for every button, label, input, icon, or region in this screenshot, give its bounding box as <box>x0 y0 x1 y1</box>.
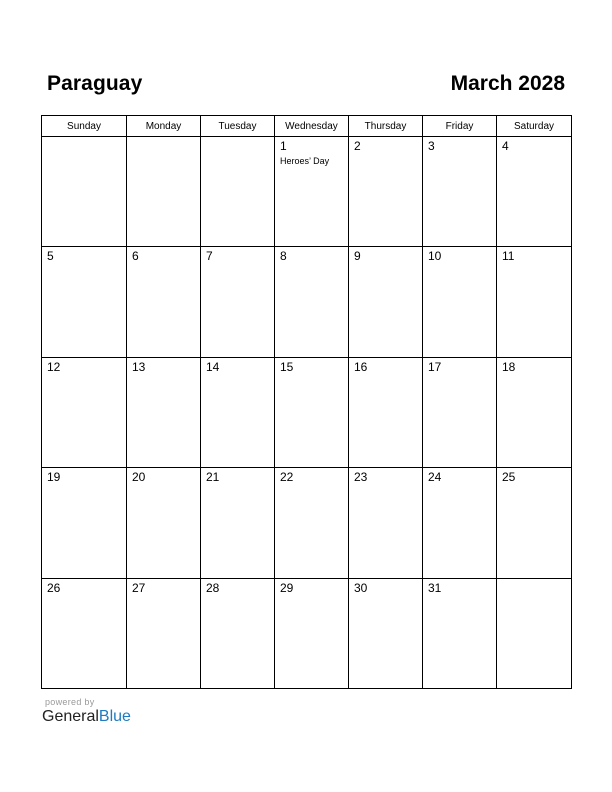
day-cell <box>423 468 497 578</box>
day-cell <box>127 247 201 357</box>
day-number: 9 <box>354 249 361 264</box>
day-cell <box>201 578 275 688</box>
day-cell <box>423 247 497 357</box>
day-number: 26 <box>47 580 61 595</box>
day-number: 16 <box>354 359 368 374</box>
day-number: 11 <box>502 249 515 264</box>
day-number: 29 <box>280 580 294 595</box>
day-number <box>127 137 200 140</box>
day-number: 21 <box>206 470 220 485</box>
day-number: 30 <box>354 580 368 595</box>
weekday-header: Monday <box>127 116 201 137</box>
day-cell <box>201 357 275 467</box>
day-cell <box>349 137 423 247</box>
day-cell <box>497 468 572 578</box>
day-number: 6 <box>132 249 139 264</box>
week-row <box>42 247 572 357</box>
day-cell <box>42 247 127 357</box>
holiday-label: Heroes’ Day <box>280 156 330 166</box>
day-number: 20 <box>132 470 146 485</box>
day-cell <box>275 468 349 578</box>
week-row <box>42 357 572 467</box>
week-row <box>42 137 572 247</box>
day-number: 25 <box>502 470 516 485</box>
day-cell <box>42 468 127 578</box>
day-number: 19 <box>47 470 61 485</box>
day-cell <box>42 137 127 247</box>
day-cell <box>497 357 572 467</box>
day-cell <box>275 357 349 467</box>
day-number: 7 <box>206 249 213 264</box>
day-cell <box>349 247 423 357</box>
weekday-header-row <box>42 116 572 137</box>
day-number: 14 <box>206 359 220 374</box>
day-cell <box>42 578 127 688</box>
day-number <box>497 579 571 582</box>
day-number: 24 <box>428 470 442 485</box>
brand-name-blue: Blue <box>98 708 131 725</box>
day-number: 3 <box>428 139 435 153</box>
day-number <box>42 137 126 140</box>
day-cell <box>275 578 349 688</box>
day-cell <box>275 247 349 357</box>
day-cell <box>497 578 572 688</box>
day-number: 22 <box>280 470 294 485</box>
day-number: 28 <box>206 580 220 595</box>
day-number: 12 <box>47 359 61 374</box>
day-cell <box>423 578 497 688</box>
weekday-header: Tuesday <box>201 116 275 137</box>
day-cell <box>349 357 423 467</box>
day-cell <box>423 137 497 247</box>
day-cell <box>275 137 349 247</box>
calendar-grid <box>41 115 572 689</box>
week-row <box>42 578 572 688</box>
day-number: 4 <box>502 139 509 153</box>
day-cell <box>127 578 201 688</box>
powered-by-label: powered by <box>45 697 95 707</box>
day-number: 27 <box>132 580 146 595</box>
day-cell <box>201 468 275 578</box>
day-number: 15 <box>280 359 294 374</box>
brand-logo[interactable] <box>42 708 131 726</box>
day-number: 23 <box>354 470 368 485</box>
day-number: 10 <box>428 249 442 264</box>
day-number: 8 <box>280 249 287 264</box>
day-cell <box>127 468 201 578</box>
day-cell <box>497 247 572 357</box>
day-number: 18 <box>502 359 516 374</box>
weekday-header: Sunday <box>42 116 127 137</box>
day-number: 2 <box>354 139 361 153</box>
day-number: 5 <box>47 249 54 264</box>
day-cell <box>127 357 201 467</box>
week-row <box>42 468 572 578</box>
country-title: Paraguay <box>47 72 143 95</box>
day-cell <box>423 357 497 467</box>
day-cell <box>42 357 127 467</box>
day-number: 13 <box>132 359 146 374</box>
brand-name-general: General <box>42 708 99 725</box>
day-cell <box>349 578 423 688</box>
day-cell <box>127 137 201 247</box>
weekday-header: Wednesday <box>275 116 349 137</box>
day-cell <box>349 468 423 578</box>
day-number: 17 <box>428 359 442 374</box>
weekday-header: Saturday <box>497 116 572 137</box>
day-cell <box>201 137 275 247</box>
day-cell <box>201 247 275 357</box>
day-number <box>201 137 274 140</box>
day-number: 1 <box>280 139 287 153</box>
day-number: 31 <box>428 580 442 595</box>
weekday-header: Thursday <box>349 116 423 137</box>
month-year-title: March 2028 <box>450 72 565 95</box>
weekday-header: Friday <box>423 116 497 137</box>
day-cell <box>497 137 572 247</box>
